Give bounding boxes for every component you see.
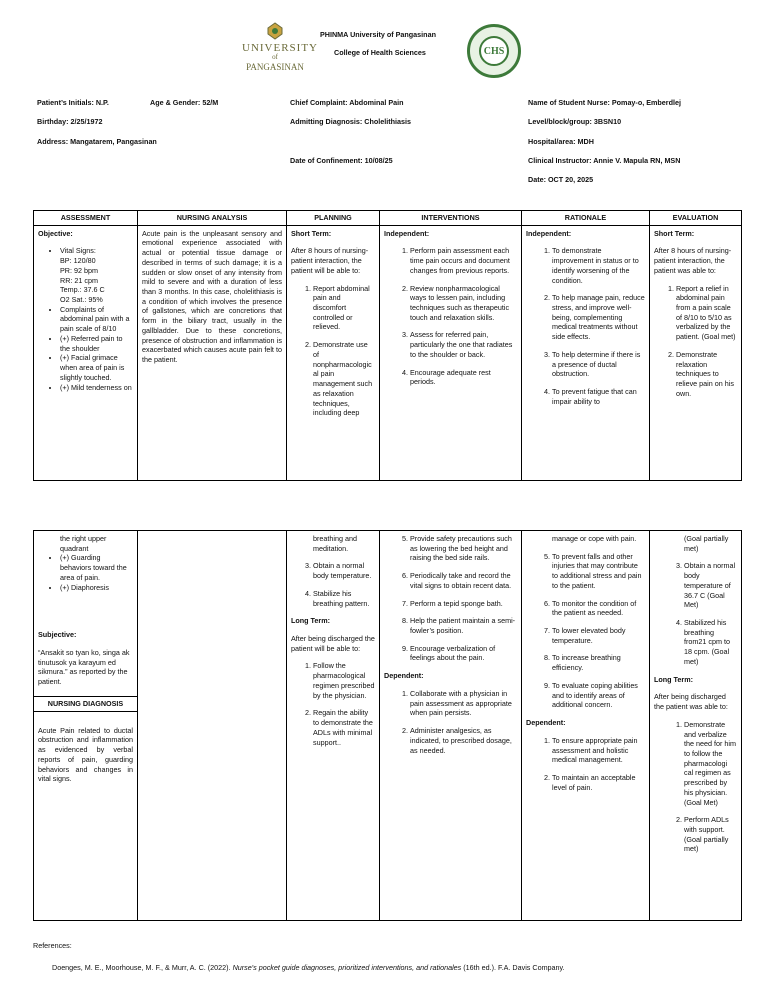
logo-text-pangasinan: PANGASINAN <box>246 62 304 72</box>
interventions-cell <box>380 531 522 921</box>
planning-cell <box>287 225 380 480</box>
interventions-cell <box>380 225 522 480</box>
list-item: • (+) Guarding behaviors toward the area of pain. <box>60 553 133 582</box>
list-item: • (+) Facial grimace when area of pain is slightly touched. <box>60 353 133 382</box>
list-item: 4. Stabilized his breathing from21 cpm to 18 cpm. (Goal met) <box>684 618 737 667</box>
table-body-row <box>34 225 742 480</box>
rationale-cont: manage or cope with pain. <box>552 534 637 543</box>
short-term-heading: Short Term: <box>291 228 332 238</box>
assessment-list <box>38 553 133 592</box>
rationale-cell <box>522 225 650 480</box>
list-item: • Complaints of abdominal pain with a pain scale of 8/10 <box>60 305 133 334</box>
hospital-area: Hospital/area: MDH <box>528 137 594 146</box>
logo-crest-icon <box>264 22 286 40</box>
list-item: 4. Encourage adequate rest periods. <box>410 368 517 387</box>
vital-o2: O2 Sat.: 95% <box>60 295 103 305</box>
list-item: 3. Obtain a normal body temperature of 36.7 C (Goal Met) <box>684 561 737 610</box>
vital-bp: BP: 120/80 <box>60 256 96 266</box>
list-item: • (+) Mild tenderness on <box>60 383 133 393</box>
col-header-assessment: ASSESSMENT <box>34 211 138 226</box>
long-term-intro: After being discharged the patient will be able to: <box>291 634 375 653</box>
level-block-group: Level/block/group: 3BSN10 <box>528 117 622 126</box>
vital-signs-title: Vital Signs: <box>60 246 96 256</box>
patient-address: Address: Mangatarem, Pangasinan <box>37 137 157 146</box>
evaluation-list <box>654 561 737 666</box>
objective-heading: Objective: <box>38 228 73 238</box>
list-item: the right upper quadrant <box>60 534 107 553</box>
college-name: College of Health Sciences <box>334 48 426 57</box>
chs-seal <box>467 24 521 78</box>
nursing-diagnosis-label: NURSING DIAGNOSIS <box>47 698 124 708</box>
list-item: 1. To ensure appropriate pain assessment and holistic medical management. <box>552 736 645 765</box>
col-header-interventions: INTERVENTIONS <box>380 211 522 226</box>
independent-heading: Independent: <box>526 228 572 238</box>
planning-intro: After 8 hours of nursing-patient interaction, the patient will be able to: <box>291 246 369 275</box>
list-item: 2. Demonstrate relaxation techniques to relieve pain on his own. <box>676 350 737 399</box>
admitting-diagnosis: Admitting Diagnosis: Cholelithiasis <box>290 117 411 126</box>
col-header-nursing-analysis: NURSING ANALYSIS <box>138 211 287 226</box>
list-item: 8. To increase breathing efficiency. <box>552 653 645 672</box>
reference-title: Nurse's pocket guide diagnoses, prioritized interventions, and rationales <box>232 963 462 972</box>
table-body-row <box>34 531 742 921</box>
university-logo <box>242 22 318 76</box>
interventions-list <box>384 534 517 663</box>
list-item: 2. Regain the ability to demonstrate the ADLs with minimal support.. <box>313 708 375 747</box>
rationale-list <box>526 246 645 406</box>
reference-entry <box>52 963 565 973</box>
dependent-heading: Dependent: <box>384 671 424 681</box>
patient-birthday: Birthday: 2/25/1972 <box>37 117 103 126</box>
list-item: 5. Provide safety precautions such as lowering the bed height and raising the bed side rails. <box>410 534 517 563</box>
list-item: 3. Assess for referred pain, particularly the one that radiates to the shoulder or back. <box>410 330 517 359</box>
seal-text: CHS <box>483 46 505 57</box>
assessment-list-cont <box>38 534 133 553</box>
list-item: 7. Perform a tepid sponge bath. <box>410 599 517 609</box>
university-name: PHINMA University of Pangasinan <box>320 30 436 39</box>
list-item: 9. Encourage verbalization of feelings about the pain. <box>410 644 517 663</box>
vital-temp: Temp.: 37.6 C <box>60 285 105 295</box>
table-header-row <box>34 211 742 226</box>
list-item: 2. To help manage pain, reduce stress, and improve well-being, complementing medical treatments without side effects. <box>552 293 645 342</box>
dependent-list <box>526 736 645 793</box>
list-item: 4. To prevent fatigue that can impair ability to <box>552 387 645 406</box>
list-item: 5. To prevent falls and other injuries that may contribute to additional stress and pain to the patient. <box>552 552 645 591</box>
long-term-heading: Long Term: <box>654 674 693 684</box>
list-item: 1. Collaborate with a physician in pain assessment as appropriate when pain persists. <box>410 689 517 718</box>
assessment-cell <box>34 225 138 480</box>
list-item: • (+) Diaphoresis <box>60 583 133 593</box>
evaluation-cell <box>650 225 742 480</box>
list-item: 1. Report abdominal pain and discomfort controlled or relieved. <box>313 284 375 333</box>
reference-authors: Doenges, M. E., Moorhouse, M. F., & Murr, A. C. (2022). <box>52 963 231 972</box>
nursing-analysis-cell <box>138 531 287 921</box>
nursing-diagnosis-text: Acute Pain related to ductal obstruction and inflammation as evidenced by verbal reports of pain, guarding behaviors and changes in vital signs. <box>38 725 133 784</box>
long-term-list <box>654 720 737 854</box>
rationale-list <box>526 552 645 710</box>
clinical-instructor: Clinical Instructor: Annie V. Mapula RN, MSN <box>528 156 681 165</box>
col-header-evaluation: EVALUATION <box>650 211 742 226</box>
list-item: 2. Demonstrate use of nonpharmacologic al pain management such as relaxation techniques, including deep <box>313 340 375 418</box>
list-item: 2. Review nonpharmacological ways to lessen pain, including techniques such as therapeutic touch and relaxation skills. <box>410 284 517 323</box>
vital-rr: RR: 21 cpm <box>60 275 98 285</box>
evaluation-intro: After 8 hours of nursing-patient interaction, the patient was able to: <box>654 246 732 275</box>
list-item: 9. To evaluate coping abilities and to identify areas of additional concern. <box>552 681 645 710</box>
col-header-rationale: RATIONALE <box>522 211 650 226</box>
list-item: 1. Perform pain assessment each time pain occurs and document changes from previous reports. <box>410 246 517 275</box>
patient-age-gender: Age & Gender: 52/M <box>150 98 219 107</box>
list-item: 2. Perform ADLs with support. (Goal partially met) <box>684 815 737 854</box>
evaluation-list <box>654 284 737 399</box>
planning-cell <box>287 531 380 921</box>
form-date: Date: OCT 20, 2025 <box>528 175 594 184</box>
chief-complaint: Chief Complaint: Abdominal Pain <box>290 98 404 107</box>
assessment-list <box>38 246 133 392</box>
list-item: 6. Periodically take and record the vital signs to obtain recent data. <box>410 571 517 590</box>
list-item: 1. Report a relief in abdominal pain from a pain scale of 8/10 to 5/10 as verbalized by the patient. (Goal met) <box>676 284 737 342</box>
analysis-text: Acute pain is the unpleasant sensory and emotional experience associated with actual or potential tissue damage or described in terms of such damage; it is a sudden or slow onset of any intensity from mild to severe and with a duration of less than 3 months. In this case, cholelithiasis is a condition of which involves the presence of gallstones, which are concretions that form in the biliary tract, usually in the gallbladder. Due to these concretions, presence of obstruction and inflammation is exacerbated which causes acute pain felt to the patient. <box>142 228 282 365</box>
col-header-planning: PLANNING <box>287 211 380 226</box>
long-term-heading: Long Term: <box>291 616 330 626</box>
list-item: 7. To lower elevated body temperature. <box>552 626 645 645</box>
nursing-analysis-cell <box>138 225 287 480</box>
rationale-cell <box>522 531 650 921</box>
ncp-table-page-2 <box>33 530 742 921</box>
list-item: • (+) Referred pain to the shoulder <box>60 334 133 353</box>
subjective-heading: Subjective: <box>38 630 77 640</box>
references-heading: References: <box>33 941 72 950</box>
planning-list <box>291 561 375 608</box>
list-item: 1. Demonstrate and verbalize the need for him to follow the pharmacologi cal regimen as prescribed by his physician. (Goal Met) <box>684 720 737 807</box>
patient-initials: Patient’s Initials: N.P. <box>37 98 109 107</box>
independent-heading: Independent: <box>384 228 430 238</box>
student-nurse: Name of Student Nurse: Pomay-o, Emberdlej <box>528 98 681 107</box>
list-item: 3. To help determine if there is a presence of ductal obstruction. <box>552 350 645 379</box>
list-item: 2. Administer analgesics, as indicated, to prescribed dosage, as needed. <box>410 726 517 755</box>
dependent-heading: Dependent: <box>526 718 566 728</box>
list-item: 3. Obtain a normal body temperature. <box>313 561 375 580</box>
logo-text-university: UNIVERSITY <box>242 42 318 54</box>
short-term-heading: Short Term: <box>654 228 695 238</box>
list-item: 4. Stabilize his breathing pattern. <box>313 589 375 608</box>
list-item: 8. Help the patient maintain a semi-fowler’s position. <box>410 616 517 635</box>
list-item: 1. Follow the pharmacological regimen prescribed by the physician. <box>313 661 375 700</box>
assessment-cell <box>34 531 138 921</box>
long-term-list <box>291 661 375 747</box>
logo-text-of: of <box>272 53 278 61</box>
evaluation-cell <box>650 531 742 921</box>
vital-pr: PR: 92 bpm <box>60 265 98 275</box>
list-item: 6. To monitor the condition of the patient as needed. <box>552 599 645 618</box>
planning-cont: breathing and meditation. <box>313 534 357 553</box>
ncp-table-page-1 <box>33 210 742 481</box>
nursing-diagnosis-heading <box>34 696 137 712</box>
reference-tail: (16th ed.). F.A. Davis Company. <box>463 963 565 972</box>
list-item: 1. To demonstrate improvement in status or to identify worsening of the condition. <box>552 246 645 285</box>
long-term-intro: After being discharged the patient was able to: <box>654 692 728 712</box>
dependent-list <box>384 689 517 755</box>
interventions-list <box>384 246 517 387</box>
planning-list <box>291 284 375 418</box>
date-of-confinement: Date of Confinement: 10/08/25 <box>290 156 393 165</box>
subjective-text: “Ansakit so tyan ko, singa ak tinutusok ya karayum ed sikmura.” as reported by the patient. <box>38 648 130 687</box>
list-item: 2. To maintain an acceptable level of pain. <box>552 773 645 792</box>
evaluation-cont: (Goal partially met) <box>684 534 729 553</box>
list-item <box>60 246 133 304</box>
